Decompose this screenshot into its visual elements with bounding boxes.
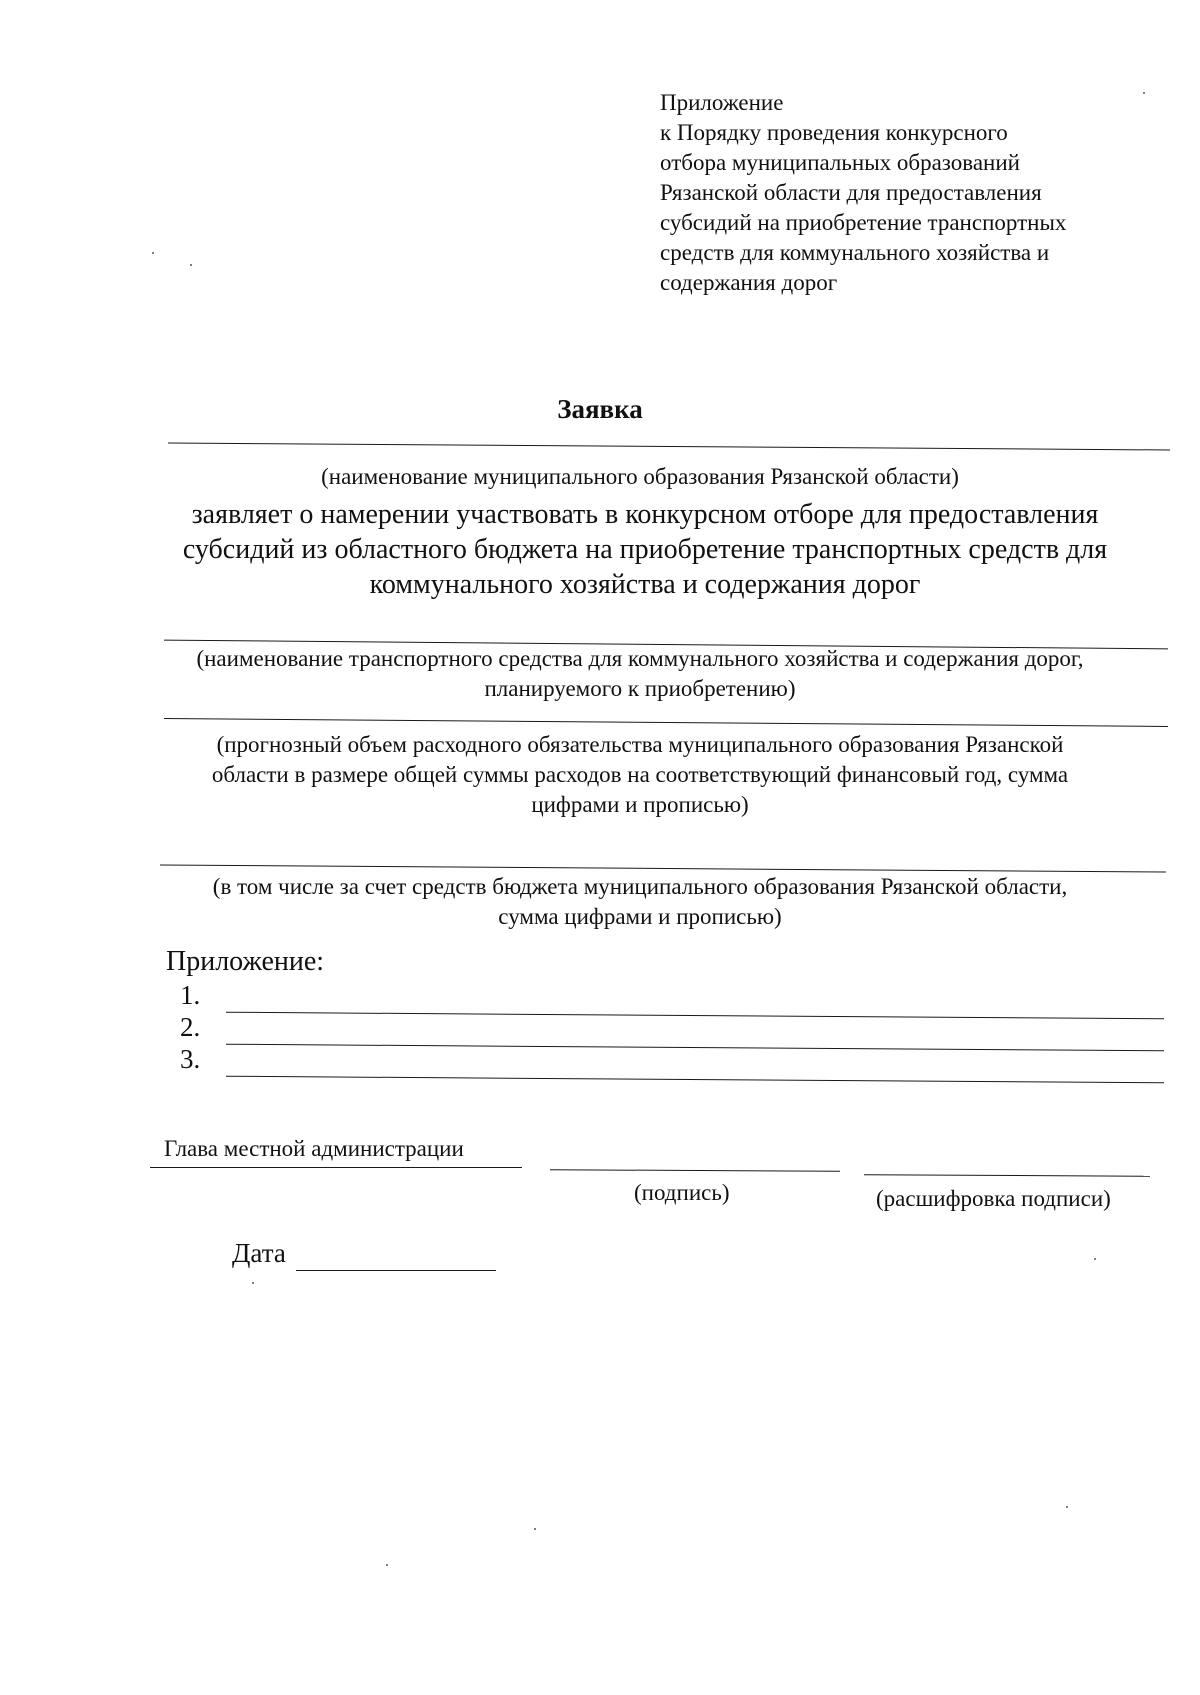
scan-speck: [190, 264, 192, 266]
forecast-caption-line: области в размере общей суммы расходов на соответствующий финансовый год, сумма: [211, 762, 1069, 787]
attachment-field-line-2[interactable]: [226, 1044, 1164, 1052]
attachments-heading: Приложение:: [166, 946, 325, 977]
scan-speck: [386, 1564, 388, 1566]
signature-decoding-field-line[interactable]: [864, 1174, 1150, 1176]
signer-title: Глава местной администрации: [164, 1136, 464, 1161]
appendix-note-line: содержания дорог: [660, 270, 838, 295]
appendix-note-line: Рязанской области для предоставления: [660, 180, 1042, 205]
appendix-header-note: [660, 88, 1120, 298]
scan-speck: [534, 1528, 536, 1530]
signature-field-line[interactable]: [550, 1169, 840, 1172]
attachment-number: 3.: [180, 1044, 201, 1074]
statement-text: [140, 497, 1150, 602]
budget-caption: [140, 872, 1140, 932]
scan-speck: [1094, 1258, 1096, 1260]
statement-line: коммунального хозяйства и содержания дорог: [369, 569, 921, 600]
signature-caption: (подпись): [634, 1180, 730, 1205]
attachment-field-line-3[interactable]: [226, 1076, 1164, 1084]
statement-line: заявляет о намерении участвовать в конкурсном отборе для предоставления: [191, 499, 1099, 530]
municipality-caption: (наименование муниципального образования Рязанской области): [321, 464, 959, 489]
date-field-line[interactable]: [296, 1270, 496, 1271]
appendix-note-line: средств для коммунального хозяйства и: [660, 240, 1050, 265]
document-title: Заявка: [557, 394, 643, 424]
forecast-caption-line: цифрами и прописью): [531, 792, 749, 817]
appendix-note-line: Приложение: [660, 90, 784, 115]
vehicle-caption-line: планируемого к приобретению): [484, 676, 796, 701]
vehicle-caption-line: (наименование транспортного средства для коммунального хозяйства и содержания дорог,: [196, 646, 1084, 671]
attachment-field-line-1[interactable]: [226, 1012, 1164, 1020]
attachment-number: 1.: [180, 980, 201, 1010]
attachment-number: 2.: [180, 1012, 201, 1042]
signature-decoding-caption: (расшифровка подписи): [876, 1186, 1111, 1211]
municipality-name-field-line[interactable]: [168, 443, 1170, 451]
appendix-note-line: субсидий на приобретение транспортных: [660, 210, 1067, 235]
vehicle-caption: [140, 644, 1140, 704]
scan-speck: [252, 1282, 254, 1284]
forecast-caption-line: (прогнозный объем расходного обязательства муниципального образования Рязанской: [216, 732, 1064, 757]
scan-speck: [1143, 92, 1145, 94]
signer-title-line: [150, 1167, 522, 1168]
forecast-amount-field-line[interactable]: [164, 718, 1168, 727]
scan-speck: [1066, 1506, 1068, 1508]
forecast-caption: [140, 730, 1140, 820]
budget-caption-line: сумма цифрами и прописью): [498, 904, 782, 929]
budget-caption-line: (в том числе за счет средств бюджета муниципального образования Рязанской области,: [212, 874, 1068, 899]
scan-speck: [152, 252, 154, 254]
appendix-note-line: к Порядку проведения конкурсного: [660, 120, 1008, 145]
appendix-note-line: отбора муниципальных образований: [660, 150, 1020, 175]
date-label: Дата: [232, 1238, 286, 1268]
statement-line: субсидий из областного бюджета на приобретение транспортных средств для: [182, 534, 1108, 565]
